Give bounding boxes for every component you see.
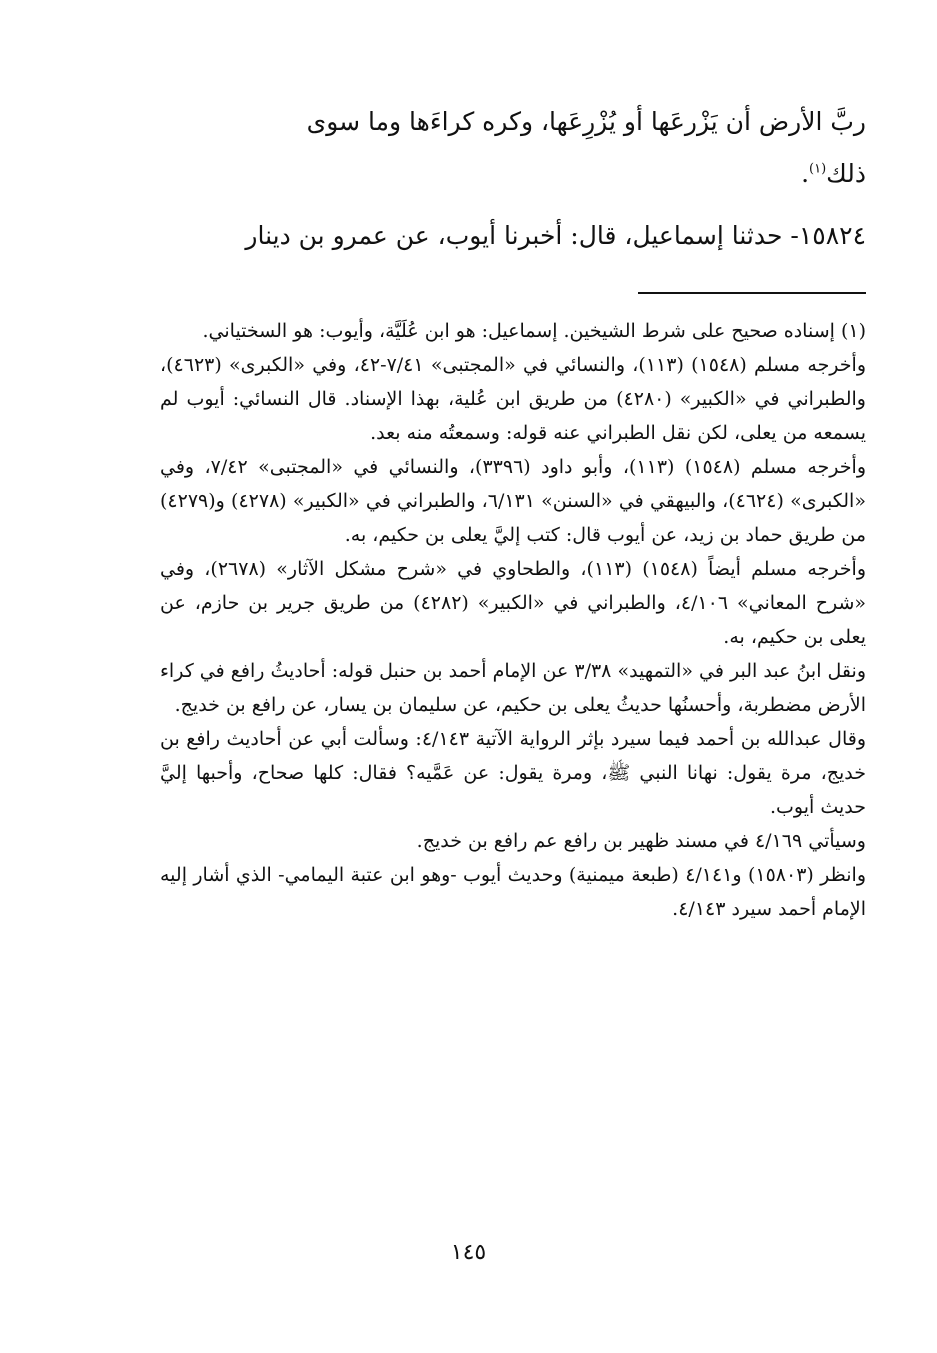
page-number: ١٤٥ — [450, 1240, 487, 1265]
footnote-paragraph: ونقل ابنُ عبد البر في «التمهيد» ٣/٣٨ عن الإمام أحمد بن حنبل قوله: أحاديثُ رافع في كراء الأرض مضطربة، وأحسنُها حديثُ يعلى بن حكيم، عن سليمان بن يسار، عن رافع بن خديج. — [160, 660, 866, 716]
footnote-paragraph: وقال عبدالله بن أحمد فيما سيرد بإثر الرواية الآتية ٤/١٤٣: وسألت أبي عن أحاديث رافع بن خديج، مرة يقول: نهانا النبي ﷺ، ومرة يقول: عن عَمَّيه؟ فقال: كلها صحاح، وأحبها إليَّ حديث أيوب. — [160, 728, 867, 818]
footnote-paragraph: (١) إسناده صحيح على شرط الشيخين. إسماعيل: هو ابن عُلَيَّة، وأيوب: هو السختياني. — [202, 320, 866, 342]
footnote-reference: (١) — [809, 161, 827, 177]
main-text-end-mark: . — [801, 159, 810, 188]
footnote-paragraph: وانظر (١٥٨٠٣) و٤/١٤١ (طبعة ميمنية) وحديث أيوب -وهو ابن عتبة اليمامي- الذي أشار إليه الإمام أحمد سيرد ٤/١٤٣. — [160, 864, 866, 920]
footnote-paragraph: وسيأتي ٤/١٦٩ في مسند ظهير بن رافع عم رافع بن خديج. — [416, 830, 866, 852]
main-text — [160, 96, 866, 262]
footnotes-section — [160, 314, 866, 926]
footnote-paragraph: وأخرجه مسلم (١٥٤٨) (١١٣)، والنسائي في «المجتبى» ٧/٤١-٤٢، وفي «الكبرى» (٤٦٢٣)، والطبراني في «الكبير» (٤٢٨٠) من طريق ابن عُلية، بهذا الإسناد. قال النسائي: أيوب لم يسمعه من يعلى، لكن نقل الطبراني عنه قوله: وسمعتُه منه بعد. — [160, 354, 866, 444]
footnote-paragraph: وأخرجه مسلم أيضاً (١٥٤٨) (١١٣)، والطحاوي في «شرح مشكل الآثار» (٢٦٧٨)، وفي «شرح المعاني» ٤/١٠٦، والطبراني في «الكبير» (٤٢٨٢) من طريق جرير بن حازم، عن يعلى بن حكيم، به. — [160, 558, 866, 648]
page-body — [160, 96, 866, 926]
footnote-paragraph: وأخرجه مسلم (١٥٤٨) (١١٣)، وأبو داود (٣٣٩٦)، والنسائي في «المجتبى» ٧/٤٢، وفي «الكبرى» (٤٦٢٤)، والبيهقي في «السنن» ٦/١٣١، والطبراني في «الكبير» (٤٢٧٨) و(٤٢٧٩) من طريق حماد بن زيد، عن أيوب قال: كتب إليَّ يعلى بن حكيم، به. — [160, 456, 866, 546]
main-text-line — [160, 148, 866, 200]
main-text-line: ربَّ الأرض أن يَزْرعَها أو يُزْرِعَها، وكره كراءَها وما سوى — [306, 107, 866, 136]
main-text-fragment: ذلك — [826, 159, 866, 188]
footnote-divider — [638, 292, 866, 294]
hadith-paragraph: ١٥٨٢٤- حدثنا إسماعيل، قال: أخبرنا أيوب، عن عمرو بن دينار — [245, 221, 866, 250]
